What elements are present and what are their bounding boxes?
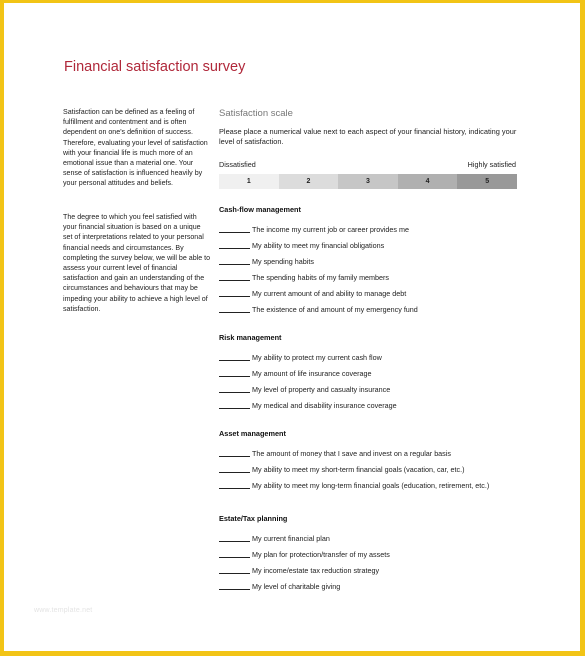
scale-cell-2: 2 bbox=[279, 174, 339, 189]
survey-item bbox=[219, 577, 539, 593]
survey-item-label: My level of property and casualty insurance bbox=[252, 385, 391, 394]
rating-blank-field[interactable] bbox=[219, 312, 250, 313]
scale-low-label: Dissatisfied bbox=[219, 160, 256, 169]
survey-item bbox=[219, 380, 539, 396]
intro-text: The degree to which you feel satisfied with your financial situation is based on a unique set of interpretations related to your personal financial needs and circumstances. By completing the survey below, we will be able to assess your current level of financial satisfaction and gain an understanding of the circumstances and behaviours that may be impeding your ability to achieve a high level of satisfaction. bbox=[63, 213, 211, 313]
rating-blank-field[interactable] bbox=[219, 296, 250, 297]
rating-blank-field[interactable] bbox=[219, 557, 250, 558]
survey-item bbox=[219, 300, 539, 316]
survey-item-label: My spending habits bbox=[252, 257, 314, 266]
survey-item-label: My ability to meet my short-term financial goals (vacation, car, etc.) bbox=[252, 465, 465, 474]
intro-paragraph-1 bbox=[63, 107, 211, 189]
survey-item bbox=[219, 460, 539, 476]
section-heading: Risk management bbox=[219, 333, 282, 342]
survey-item-label: The spending habits of my family members bbox=[252, 273, 390, 282]
survey-item-label: My medical and disability insurance coverage bbox=[252, 401, 397, 410]
survey-item bbox=[219, 476, 539, 492]
survey-item bbox=[219, 268, 539, 284]
watermark: www.template.net bbox=[34, 607, 93, 614]
survey-item bbox=[219, 396, 539, 412]
section-heading: Estate/Tax planning bbox=[219, 514, 288, 523]
survey-item-label: My plan for protection/transfer of my assets bbox=[252, 550, 390, 559]
rating-blank-field[interactable] bbox=[219, 456, 250, 457]
rating-blank-field[interactable] bbox=[219, 232, 250, 233]
survey-item-label: My level of charitable giving bbox=[252, 582, 341, 591]
rating-blank-field[interactable] bbox=[219, 280, 250, 281]
rating-blank-field[interactable] bbox=[219, 264, 250, 265]
survey-item bbox=[219, 284, 539, 300]
survey-section bbox=[219, 514, 539, 593]
survey-page bbox=[4, 3, 580, 651]
rating-blank-field[interactable] bbox=[219, 573, 250, 574]
survey-item bbox=[219, 348, 539, 364]
scale-cell-5: 5 bbox=[457, 174, 517, 189]
scale-instructions: Please place a numerical value next to each aspect of your financial history, indicating your level of satisfaction. bbox=[219, 127, 517, 147]
section-heading: Asset management bbox=[219, 429, 286, 438]
rating-blank-field[interactable] bbox=[219, 589, 250, 590]
rating-blank-field[interactable] bbox=[219, 392, 250, 393]
survey-section bbox=[219, 205, 539, 316]
survey-item-label: My ability to protect my current cash flow bbox=[252, 353, 382, 362]
survey-section bbox=[219, 429, 539, 492]
intro-text: Satisfaction can be defined as a feeling of fulfillment and contentment and is often dependent on one's definition of success. Therefore, evaluating your level of satisfaction with your financial life is much more of an emotional issue than a material one. Your sense of satisfaction is influenced heavily by your personal attitudes and beliefs. bbox=[63, 108, 208, 188]
survey-item bbox=[219, 252, 539, 268]
survey-item-label: The existence of and amount of my emergency fund bbox=[252, 305, 418, 314]
scale-high-label: Highly satisfied bbox=[467, 160, 516, 169]
rating-blank-field[interactable] bbox=[219, 488, 250, 489]
rating-blank-field[interactable] bbox=[219, 472, 250, 473]
scale-cell-1: 1 bbox=[219, 174, 279, 189]
rating-blank-field[interactable] bbox=[219, 541, 250, 542]
page-title: Financial satisfaction survey bbox=[64, 59, 246, 75]
rating-blank-field[interactable] bbox=[219, 248, 250, 249]
satisfaction-scale-bar bbox=[219, 174, 517, 189]
survey-item bbox=[219, 236, 539, 252]
survey-item bbox=[219, 444, 539, 460]
survey-item bbox=[219, 561, 539, 577]
survey-item-label: The amount of money that I save and invest on a regular basis bbox=[252, 449, 451, 458]
scale-cell-3: 3 bbox=[338, 174, 398, 189]
survey-item-label: My amount of life insurance coverage bbox=[252, 369, 372, 378]
survey-item-label: My current financial plan bbox=[252, 534, 330, 543]
survey-item bbox=[219, 220, 539, 236]
survey-item-label: My ability to meet my long-term financial goals (education, retirement, etc.) bbox=[252, 481, 490, 490]
survey-section bbox=[219, 333, 539, 412]
survey-item-label: My current amount of and ability to manage debt bbox=[252, 289, 407, 298]
section-heading: Cash-flow management bbox=[219, 205, 301, 214]
survey-item-label: The income my current job or career provides me bbox=[252, 225, 409, 234]
rating-blank-field[interactable] bbox=[219, 376, 250, 377]
intro-paragraph-2 bbox=[63, 212, 211, 314]
scale-cell-4: 4 bbox=[398, 174, 458, 189]
rating-blank-field[interactable] bbox=[219, 408, 250, 409]
rating-blank-field[interactable] bbox=[219, 360, 250, 361]
survey-item-label: My ability to meet my financial obligations bbox=[252, 241, 385, 250]
survey-item bbox=[219, 545, 539, 561]
survey-item bbox=[219, 364, 539, 380]
survey-item-label: My income/estate tax reduction strategy bbox=[252, 566, 380, 575]
scale-heading: Satisfaction scale bbox=[219, 108, 293, 119]
survey-item bbox=[219, 529, 539, 545]
